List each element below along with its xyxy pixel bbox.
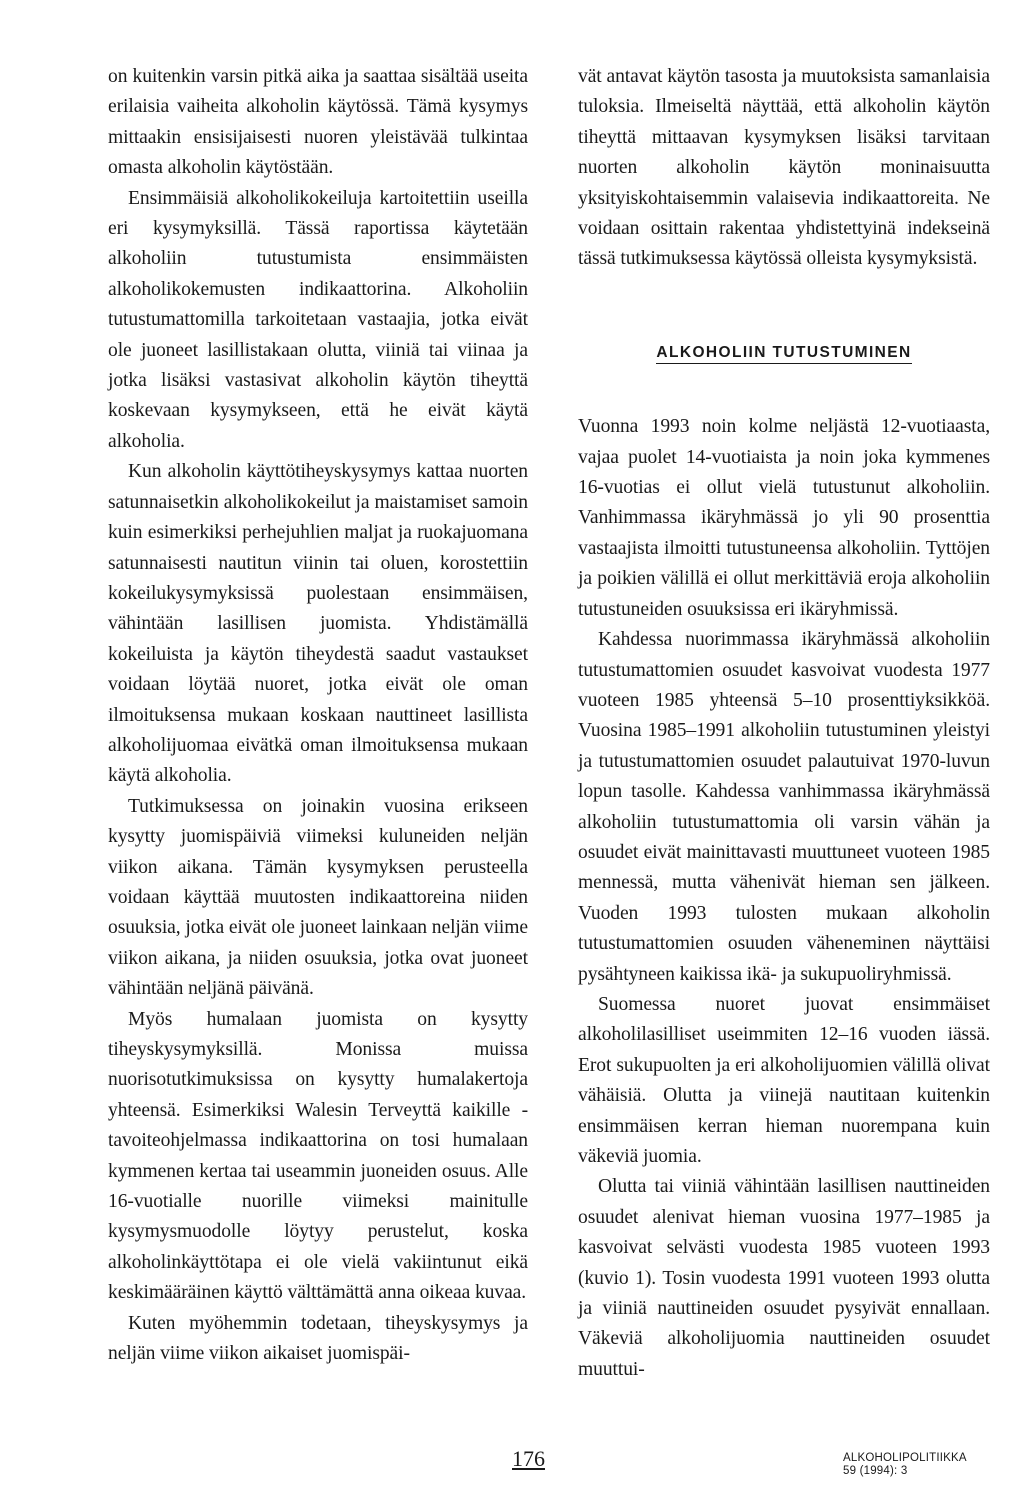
paragraph: Kun alkoholin käyttötiheyskysymys kattaa nuorten satunnaisetkin alkoholikokeilut ja maistamiset samoin kuin esimerkiksi perhejuhlien maljat ja ruokajuomana satunnaisesti nautitun viinin tai oluen, korostettiin kokeilukysymyksissä puolestaan ensimmäisen, vähintään lasillisen juomista. Yhdistämällä kokeiluista ja käytön tiheydestä saadut vastaukset voidaan löytää nuoret, jotka eivät ole oman ilmoituksensa mukaan koskaan nauttineet lasillista alkoholijuomaa eivätkä oman ilmoituksensa mukaan käytä alkoholia.	[108, 461, 528, 787]
paragraph: Vuonna 1993 noin kolme neljästä 12-vuotiaasta, vajaa puolet 14-vuotiaista ja noin joka kymmenes 16-vuotias ei ollut vielä tutustunut alkoholiin. Vanhimmassa ikäryhmässä jo yli 90 prosenttia vastaajista ilmoitti tutustuneensa alkoholiin. Tyttöjen ja poikien välillä ei ollut merkittäviä eroja alkoholiin tutustuneiden osuuksissa eri ikäryhmissä.	[578, 416, 990, 620]
left-column	[108, 62, 528, 1369]
page-number: 176	[512, 1446, 545, 1471]
journal-reference	[843, 1452, 967, 1478]
journal-name: ALKOHOLIPOLITIIKKA	[843, 1452, 967, 1464]
paragraph: Myös humalaan juomista on kysytty tiheyskysymyksillä. Monissa muissa nuorisotutkimuksissa on kysytty humalakertoja yhteensä. Esimerkiksi Walesin Terveyttä kaikille -tavoiteohjelmassa indikaattorina on tosi humalaan kymmenen kertaa tai useammin juoneiden osuus. Alle 16-vuotialle nuorille viimeksi mainitulle kysymysmuodolle löytyy perustelut, koska alkoholinkäyttötapa ei ole vielä vakiintunut eikä keskimääräinen käyttö välttämättä anna oikeaa kuvaa.	[108, 1008, 528, 1304]
paragraph: Olutta tai viiniä vähintään lasillisen nauttineiden osuudet alenivat hieman vuosina 1977–1985 ja kasvoivat selvästi vuodesta 1985 vuoteen 1993 (kuvio 1). Tosin vuodesta 1991 vuoteen 1993 olutta ja viiniä nauttineiden osuudet pysyivät ennallaan. Väkeviä alkoholijuomia nauttineiden osuudet muuttui-	[578, 1176, 990, 1380]
journal-issue: 59 (1994): 3	[843, 1465, 908, 1477]
section-heading	[578, 338, 990, 368]
paragraph: Tutkimuksessa on joinakin vuosina erikseen kysytty juomispäiviä viimeksi kuluneiden neljän viikon aikana. Tämän kysymyksen perusteella voidaan käyttää muutosten indikaattoreina niiden osuuksia, jotka eivät ole juoneet lainkaan neljän viime viikon aikana, ja niiden osuuksia, jotka ovat juoneet vähintään neljänä päivänä.	[108, 795, 528, 1000]
paragraph: Ensimmäisiä alkoholikokeiluja kartoitettiin useilla eri kysymyksillä. Tässä raportissa käytetään alkoholiin tutustumista ensimmäisten alkoholikokemusten indikaattorina. Alkoholiin tutustumattomilla tarkoitetaan vastaajia, jotka eivät ole juoneet lasillistakaan olutta, viiniä tai viinaa ja jotka lisäksi vastasivat alkoholin käytön tiheyttä koskevaan kysymykseen, että he eivät käytä alkoholia.	[108, 187, 528, 452]
paragraph: Suomessa nuoret juovat ensimmäiset alkoholilasilliset useimmiten 12–16 vuoden iässä. Erot sukupuolten ja eri alkoholijuomien välillä olivat vähäisiä. Olutta ja viinejä nautitaan kuitenkin ensimmäisen kerran hieman nuorempana kuin väkeviä juomia.	[578, 993, 990, 1167]
paragraph: Kuten myöhemmin todetaan, tiheyskysymys ja neljän viime viikon aikaiset juomispäi-	[108, 1312, 528, 1365]
paragraph: vät antavat käytön tasosta ja muutoksista samanlaisia tuloksia. Ilmeiseltä näyttää, että alkoholin käytön tiheyttä mittaavan kysymyksen lisäksi tarvitaan nuorten alkoholin käytön moninaisuutta yksityiskohtaisemmin valaisevia indikaattoreita. Ne voidaan osittain rakentaa yhdistettyinä indekseinä tässä tutkimuksessa käytössä olleista kysymyksistä.	[578, 66, 990, 270]
right-column	[578, 62, 990, 1385]
paragraph: Kahdessa nuorimmassa ikäryhmässä alkoholiin tutustumattomien osuudet kasvoivat vuodesta 1977 vuoteen 1985 yhteensä 5–10 prosenttiyksikköä. Vuosina 1985–1991 alkoholiin tutustuminen yleistyi ja tutustumattomien osuudet palautuivat 1970-luvun lopun tasolle. Kahdessa vanhimmassa ikäryhmässä alkoholiin tutustumattomia oli varsin vähän ja osuudet eivät mainittavasti muuttuneet vuoteen 1985 mennessä, mutta vähenivät hieman sen jälkeen. Vuoden 1993 tulosten mukaan alkoholin tutustumattomien osuuden väheneminen näyttäisi pysähtyneen kaikissa ikä- ja sukupuoliryhmissä.	[578, 629, 990, 985]
paragraph: on kuitenkin varsin pitkä aika ja saattaa sisältää useita erilaisia vaiheita alkoholin käytössä. Tämä kysymys mittaakin ensisijaisesti nuoren yleistävää tulkintaa omasta alkoholin käytöstään.	[108, 66, 528, 179]
section-heading-text: ALKOHOLIIN TUTUSTUMINEN	[656, 344, 911, 364]
